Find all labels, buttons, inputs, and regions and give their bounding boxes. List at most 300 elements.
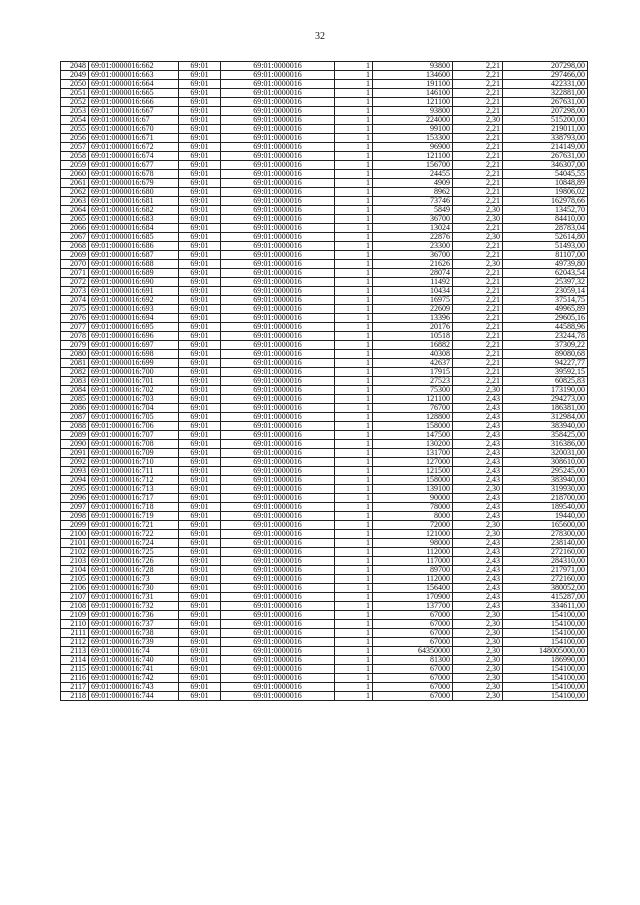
table-row xyxy=(61,134,588,143)
cell-district-code: 69:01 xyxy=(179,62,221,71)
cell-quarter-code: 69:01:0000016 xyxy=(221,476,335,485)
cell-count: 1 xyxy=(335,206,373,215)
cell-district-code: 69:01 xyxy=(179,125,221,134)
cell-cadastral-number: 69:01:0000016:742 xyxy=(89,674,179,683)
cell-rate: 2,43 xyxy=(453,467,503,476)
cell-row-number: 2116 xyxy=(61,674,89,683)
cell-rate: 2,30 xyxy=(453,629,503,638)
cell-quarter-code: 69:01:0000016 xyxy=(221,233,335,242)
cell-district-code: 69:01 xyxy=(179,269,221,278)
cell-value: 51493,00 xyxy=(503,242,588,251)
cell-count: 1 xyxy=(335,305,373,314)
cell-value: 346307,00 xyxy=(503,161,588,170)
cell-quarter-code: 69:01:0000016 xyxy=(221,503,335,512)
cell-cadastral-number: 69:01:0000016:732 xyxy=(89,602,179,611)
cell-rate: 2,21 xyxy=(453,62,503,71)
cell-count: 1 xyxy=(335,458,373,467)
table-row xyxy=(61,431,588,440)
cell-count: 1 xyxy=(335,566,373,575)
table-row xyxy=(61,71,588,80)
table-row xyxy=(61,260,588,269)
cell-quarter-code: 69:01:0000016 xyxy=(221,656,335,665)
cell-cadastral-number: 69:01:0000016:703 xyxy=(89,395,179,404)
cell-area: 112000 xyxy=(373,548,453,557)
cell-quarter-code: 69:01:0000016 xyxy=(221,548,335,557)
cell-count: 1 xyxy=(335,620,373,629)
cell-value: 94227,77 xyxy=(503,359,588,368)
cell-rate: 2,30 xyxy=(453,656,503,665)
table-row xyxy=(61,251,588,260)
cell-value: 267631,00 xyxy=(503,98,588,107)
cell-district-code: 69:01 xyxy=(179,287,221,296)
cell-count: 1 xyxy=(335,539,373,548)
cell-value: 10848,89 xyxy=(503,179,588,188)
table-row xyxy=(61,494,588,503)
cell-rate: 2,21 xyxy=(453,296,503,305)
cell-count: 1 xyxy=(335,152,373,161)
cell-rate: 2,43 xyxy=(453,566,503,575)
cell-row-number: 2083 xyxy=(61,377,89,386)
cell-count: 1 xyxy=(335,656,373,665)
cell-row-number: 2084 xyxy=(61,386,89,395)
cell-row-number: 2088 xyxy=(61,422,89,431)
cell-row-number: 2095 xyxy=(61,485,89,494)
table-row xyxy=(61,242,588,251)
table-row xyxy=(61,341,588,350)
cell-rate: 2,30 xyxy=(453,665,503,674)
cell-value: 28783,04 xyxy=(503,224,588,233)
cell-row-number: 2067 xyxy=(61,233,89,242)
cell-cadastral-number: 69:01:0000016:704 xyxy=(89,404,179,413)
cell-rate: 2,21 xyxy=(453,359,503,368)
cell-row-number: 2110 xyxy=(61,620,89,629)
table-row xyxy=(61,656,588,665)
cell-quarter-code: 69:01:0000016 xyxy=(221,467,335,476)
cell-cadastral-number: 69:01:0000016:662 xyxy=(89,62,179,71)
cell-rate: 2,30 xyxy=(453,386,503,395)
cell-rate: 2,30 xyxy=(453,530,503,539)
cell-count: 1 xyxy=(335,242,373,251)
table-row xyxy=(61,179,588,188)
cell-cadastral-number: 69:01:0000016:741 xyxy=(89,665,179,674)
cell-quarter-code: 69:01:0000016 xyxy=(221,440,335,449)
cell-cadastral-number: 69:01:0000016:691 xyxy=(89,287,179,296)
cell-quarter-code: 69:01:0000016 xyxy=(221,431,335,440)
cell-rate: 2,21 xyxy=(453,170,503,179)
cell-rate: 2,30 xyxy=(453,260,503,269)
cell-count: 1 xyxy=(335,395,373,404)
cell-area: 64350000 xyxy=(373,647,453,656)
cell-value: 186381,00 xyxy=(503,404,588,413)
cell-count: 1 xyxy=(335,179,373,188)
cell-cadastral-number: 69:01:0000016:712 xyxy=(89,476,179,485)
table-row xyxy=(61,269,588,278)
cell-quarter-code: 69:01:0000016 xyxy=(221,152,335,161)
cell-area: 24455 xyxy=(373,170,453,179)
cell-rate: 2,21 xyxy=(453,134,503,143)
cell-count: 1 xyxy=(335,584,373,593)
cell-district-code: 69:01 xyxy=(179,656,221,665)
cell-rate: 2,21 xyxy=(453,278,503,287)
cell-quarter-code: 69:01:0000016 xyxy=(221,629,335,638)
cell-area: 121100 xyxy=(373,152,453,161)
cell-row-number: 2114 xyxy=(61,656,89,665)
cell-cadastral-number: 69:01:0000016:695 xyxy=(89,323,179,332)
cell-count: 1 xyxy=(335,530,373,539)
cell-rate: 2,43 xyxy=(453,404,503,413)
cell-district-code: 69:01 xyxy=(179,98,221,107)
cell-count: 1 xyxy=(335,71,373,80)
cell-rate: 2,21 xyxy=(453,224,503,233)
cell-district-code: 69:01 xyxy=(179,431,221,440)
cell-count: 1 xyxy=(335,233,373,242)
cell-row-number: 2050 xyxy=(61,80,89,89)
cell-row-number: 2105 xyxy=(61,575,89,584)
cell-rate: 2,43 xyxy=(453,593,503,602)
cell-row-number: 2103 xyxy=(61,557,89,566)
cell-count: 1 xyxy=(335,467,373,476)
cell-row-number: 2111 xyxy=(61,629,89,638)
cell-district-code: 69:01 xyxy=(179,440,221,449)
cell-district-code: 69:01 xyxy=(179,575,221,584)
cell-district-code: 69:01 xyxy=(179,359,221,368)
cell-count: 1 xyxy=(335,503,373,512)
cell-quarter-code: 69:01:0000016 xyxy=(221,332,335,341)
cell-area: 130200 xyxy=(373,440,453,449)
cell-value: 297466,00 xyxy=(503,71,588,80)
cell-cadastral-number: 69:01:0000016:717 xyxy=(89,494,179,503)
cell-row-number: 2072 xyxy=(61,278,89,287)
cell-value: 62043,54 xyxy=(503,269,588,278)
cell-value: 154100,00 xyxy=(503,692,588,701)
cell-area: 131700 xyxy=(373,449,453,458)
cell-area: 170900 xyxy=(373,593,453,602)
cell-cadastral-number: 69:01:0000016:721 xyxy=(89,521,179,530)
cell-cadastral-number: 69:01:0000016:671 xyxy=(89,134,179,143)
cell-district-code: 69:01 xyxy=(179,404,221,413)
cell-row-number: 2085 xyxy=(61,395,89,404)
cell-row-number: 2073 xyxy=(61,287,89,296)
cell-row-number: 2081 xyxy=(61,359,89,368)
cell-area: 36700 xyxy=(373,215,453,224)
cell-value: 89080,68 xyxy=(503,350,588,359)
cell-rate: 2,21 xyxy=(453,125,503,134)
cell-row-number: 2048 xyxy=(61,62,89,71)
cell-count: 1 xyxy=(335,602,373,611)
cell-rate: 2,30 xyxy=(453,215,503,224)
cell-rate: 2,43 xyxy=(453,539,503,548)
cell-value: 358425,00 xyxy=(503,431,588,440)
cell-quarter-code: 69:01:0000016 xyxy=(221,683,335,692)
cell-row-number: 2099 xyxy=(61,521,89,530)
cell-cadastral-number: 69:01:0000016:701 xyxy=(89,377,179,386)
cell-district-code: 69:01 xyxy=(179,143,221,152)
cell-count: 1 xyxy=(335,332,373,341)
cell-value: 214149,00 xyxy=(503,143,588,152)
table-row xyxy=(61,386,588,395)
cell-area: 76700 xyxy=(373,404,453,413)
cell-value: 217971,00 xyxy=(503,566,588,575)
cell-row-number: 2109 xyxy=(61,611,89,620)
cell-row-number: 2071 xyxy=(61,269,89,278)
cell-district-code: 69:01 xyxy=(179,188,221,197)
table-row xyxy=(61,314,588,323)
cell-value: 267631,00 xyxy=(503,152,588,161)
cell-quarter-code: 69:01:0000016 xyxy=(221,323,335,332)
cell-area: 13024 xyxy=(373,224,453,233)
cell-value: 29605,16 xyxy=(503,314,588,323)
cell-value: 207298,00 xyxy=(503,107,588,116)
cell-cadastral-number: 69:01:0000016:672 xyxy=(89,143,179,152)
cell-district-code: 69:01 xyxy=(179,683,221,692)
cell-value: 19806,02 xyxy=(503,188,588,197)
cell-quarter-code: 69:01:0000016 xyxy=(221,179,335,188)
cell-count: 1 xyxy=(335,359,373,368)
cell-cadastral-number: 69:01:0000016:693 xyxy=(89,305,179,314)
cell-quarter-code: 69:01:0000016 xyxy=(221,494,335,503)
cell-quarter-code: 69:01:0000016 xyxy=(221,107,335,116)
table-row xyxy=(61,476,588,485)
cell-quarter-code: 69:01:0000016 xyxy=(221,197,335,206)
cell-cadastral-number: 69:01:0000016:674 xyxy=(89,152,179,161)
cell-row-number: 2101 xyxy=(61,539,89,548)
cell-quarter-code: 69:01:0000016 xyxy=(221,386,335,395)
cell-rate: 2,30 xyxy=(453,485,503,494)
cell-value: 173190,00 xyxy=(503,386,588,395)
cell-rate: 2,43 xyxy=(453,584,503,593)
cell-quarter-code: 69:01:0000016 xyxy=(221,98,335,107)
table-row xyxy=(61,197,588,206)
table-row xyxy=(61,620,588,629)
cell-value: 19440,00 xyxy=(503,512,588,521)
cell-row-number: 2054 xyxy=(61,116,89,125)
cell-quarter-code: 69:01:0000016 xyxy=(221,251,335,260)
table-row xyxy=(61,323,588,332)
cell-count: 1 xyxy=(335,143,373,152)
cell-row-number: 2070 xyxy=(61,260,89,269)
cell-count: 1 xyxy=(335,629,373,638)
table-row xyxy=(61,404,588,413)
cell-rate: 2,21 xyxy=(453,89,503,98)
cell-cadastral-number: 69:01:0000016:677 xyxy=(89,161,179,170)
cell-quarter-code: 69:01:0000016 xyxy=(221,62,335,71)
table-row xyxy=(61,593,588,602)
cell-district-code: 69:01 xyxy=(179,458,221,467)
cell-count: 1 xyxy=(335,476,373,485)
cell-row-number: 2108 xyxy=(61,602,89,611)
cell-value: 308610,00 xyxy=(503,458,588,467)
cell-district-code: 69:01 xyxy=(179,530,221,539)
cell-district-code: 69:01 xyxy=(179,89,221,98)
cell-value: 272160,00 xyxy=(503,548,588,557)
cell-cadastral-number: 69:01:0000016:702 xyxy=(89,386,179,395)
cell-quarter-code: 69:01:0000016 xyxy=(221,404,335,413)
cell-row-number: 2057 xyxy=(61,143,89,152)
cell-count: 1 xyxy=(335,188,373,197)
cell-area: 67000 xyxy=(373,692,453,701)
cell-row-number: 2106 xyxy=(61,584,89,593)
cell-area: 158000 xyxy=(373,476,453,485)
cell-value: 39592,15 xyxy=(503,368,588,377)
cell-count: 1 xyxy=(335,116,373,125)
cell-area: 134600 xyxy=(373,71,453,80)
cell-cadastral-number: 69:01:0000016:725 xyxy=(89,548,179,557)
cell-rate: 2,43 xyxy=(453,575,503,584)
table-row xyxy=(61,548,588,557)
cell-value: 154100,00 xyxy=(503,683,588,692)
cell-cadastral-number: 69:01:0000016:692 xyxy=(89,296,179,305)
cell-district-code: 69:01 xyxy=(179,629,221,638)
table-row xyxy=(61,440,588,449)
cell-rate: 2,30 xyxy=(453,638,503,647)
cell-quarter-code: 69:01:0000016 xyxy=(221,530,335,539)
cell-quarter-code: 69:01:0000016 xyxy=(221,206,335,215)
cell-area: 11492 xyxy=(373,278,453,287)
table-row xyxy=(61,224,588,233)
cell-rate: 2,43 xyxy=(453,458,503,467)
cell-district-code: 69:01 xyxy=(179,80,221,89)
table-row xyxy=(61,125,588,134)
cell-district-code: 69:01 xyxy=(179,449,221,458)
cell-cadastral-number: 69:01:0000016:667 xyxy=(89,107,179,116)
cell-quarter-code: 69:01:0000016 xyxy=(221,368,335,377)
cell-row-number: 2061 xyxy=(61,179,89,188)
cell-quarter-code: 69:01:0000016 xyxy=(221,575,335,584)
table-row xyxy=(61,62,588,71)
cell-quarter-code: 69:01:0000016 xyxy=(221,287,335,296)
cell-value: 415287,00 xyxy=(503,593,588,602)
cell-value: 294273,00 xyxy=(503,395,588,404)
cell-district-code: 69:01 xyxy=(179,224,221,233)
cell-area: 75300 xyxy=(373,386,453,395)
table-row xyxy=(61,350,588,359)
cell-quarter-code: 69:01:0000016 xyxy=(221,665,335,674)
cell-count: 1 xyxy=(335,575,373,584)
cell-rate: 2,43 xyxy=(453,395,503,404)
table-row xyxy=(61,503,588,512)
cell-area: 22609 xyxy=(373,305,453,314)
cell-count: 1 xyxy=(335,296,373,305)
cell-cadastral-number: 69:01:0000016:699 xyxy=(89,359,179,368)
cell-district-code: 69:01 xyxy=(179,242,221,251)
cell-count: 1 xyxy=(335,665,373,674)
cell-rate: 2,43 xyxy=(453,413,503,422)
cell-rate: 2,43 xyxy=(453,512,503,521)
cell-cadastral-number: 69:01:0000016:731 xyxy=(89,593,179,602)
table-row xyxy=(61,584,588,593)
cell-count: 1 xyxy=(335,350,373,359)
cell-quarter-code: 69:01:0000016 xyxy=(221,557,335,566)
cell-count: 1 xyxy=(335,215,373,224)
table-row xyxy=(61,296,588,305)
cell-cadastral-number: 69:01:0000016:688 xyxy=(89,260,179,269)
cell-row-number: 2066 xyxy=(61,224,89,233)
table-row xyxy=(61,521,588,530)
cell-rate: 2,43 xyxy=(453,503,503,512)
cell-value: 148005000,00 xyxy=(503,647,588,656)
table-row xyxy=(61,692,588,701)
cell-row-number: 2118 xyxy=(61,692,89,701)
cell-area: 72000 xyxy=(373,521,453,530)
cell-count: 1 xyxy=(335,638,373,647)
table-row xyxy=(61,332,588,341)
cell-value: 316386,00 xyxy=(503,440,588,449)
table-row xyxy=(61,467,588,476)
cell-area: 81300 xyxy=(373,656,453,665)
cell-quarter-code: 69:01:0000016 xyxy=(221,458,335,467)
cell-quarter-code: 69:01:0000016 xyxy=(221,188,335,197)
cell-count: 1 xyxy=(335,170,373,179)
cell-area: 153300 xyxy=(373,134,453,143)
cell-district-code: 69:01 xyxy=(179,107,221,116)
cell-area: 78000 xyxy=(373,503,453,512)
cell-row-number: 2056 xyxy=(61,134,89,143)
cell-rate: 2,21 xyxy=(453,143,503,152)
cell-row-number: 2055 xyxy=(61,125,89,134)
cell-area: 117000 xyxy=(373,557,453,566)
table-row xyxy=(61,647,588,656)
cell-count: 1 xyxy=(335,269,373,278)
cell-rate: 2,21 xyxy=(453,269,503,278)
table-row xyxy=(61,638,588,647)
cell-area: 89700 xyxy=(373,566,453,575)
cell-cadastral-number: 69:01:0000016:709 xyxy=(89,449,179,458)
table-row xyxy=(61,575,588,584)
cell-count: 1 xyxy=(335,413,373,422)
cell-value: 338793,00 xyxy=(503,134,588,143)
cell-rate: 2,21 xyxy=(453,80,503,89)
table-row xyxy=(61,116,588,125)
cell-value: 162978,66 xyxy=(503,197,588,206)
cell-row-number: 2093 xyxy=(61,467,89,476)
table-row xyxy=(61,161,588,170)
cell-cadastral-number: 69:01:0000016:696 xyxy=(89,332,179,341)
cell-rate: 2,21 xyxy=(453,377,503,386)
cell-value: 37514,75 xyxy=(503,296,588,305)
cell-district-code: 69:01 xyxy=(179,647,221,656)
cell-count: 1 xyxy=(335,197,373,206)
cell-district-code: 69:01 xyxy=(179,512,221,521)
cell-value: 81107,00 xyxy=(503,251,588,260)
cell-quarter-code: 69:01:0000016 xyxy=(221,71,335,80)
cell-value: 383940,00 xyxy=(503,422,588,431)
table-row xyxy=(61,629,588,638)
cell-quarter-code: 69:01:0000016 xyxy=(221,647,335,656)
cell-area: 147500 xyxy=(373,431,453,440)
cadastral-value-table xyxy=(60,61,588,701)
cell-value: 312984,00 xyxy=(503,413,588,422)
cell-cadastral-number: 69:01:0000016:670 xyxy=(89,125,179,134)
cell-row-number: 2113 xyxy=(61,647,89,656)
cell-quarter-code: 69:01:0000016 xyxy=(221,413,335,422)
cell-count: 1 xyxy=(335,512,373,521)
cell-area: 146100 xyxy=(373,89,453,98)
cell-row-number: 2097 xyxy=(61,503,89,512)
cell-count: 1 xyxy=(335,260,373,269)
cell-value: 154100,00 xyxy=(503,638,588,647)
table-row xyxy=(61,665,588,674)
cell-cadastral-number: 69:01:0000016:705 xyxy=(89,413,179,422)
cell-area: 224000 xyxy=(373,116,453,125)
cell-count: 1 xyxy=(335,548,373,557)
cell-quarter-code: 69:01:0000016 xyxy=(221,620,335,629)
cell-count: 1 xyxy=(335,323,373,332)
cell-area: 67000 xyxy=(373,611,453,620)
cell-count: 1 xyxy=(335,674,373,683)
cell-district-code: 69:01 xyxy=(179,215,221,224)
cell-cadastral-number: 69:01:0000016:728 xyxy=(89,566,179,575)
cell-quarter-code: 69:01:0000016 xyxy=(221,170,335,179)
